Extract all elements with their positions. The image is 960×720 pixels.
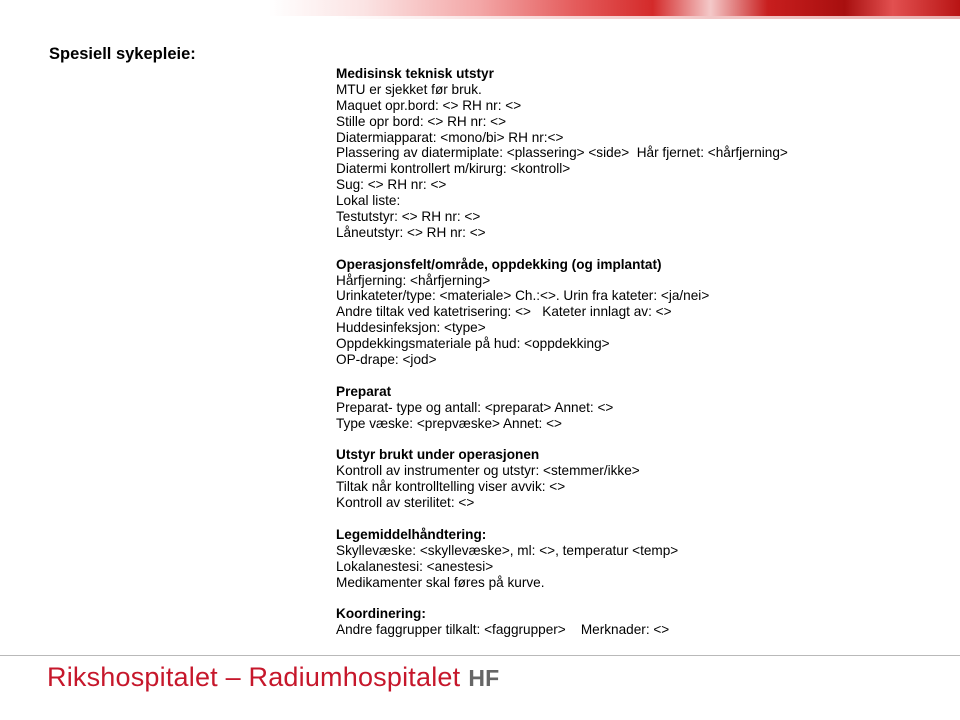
section-heading: Preparat [336, 383, 392, 399]
content-line: Andre faggrupper tilkalt: <faggrupper> Merknader: <> [336, 622, 670, 638]
line-spacer [336, 511, 936, 527]
logo-rikshospitalet: Rikshospitalet [47, 662, 218, 692]
footer-divider [0, 655, 960, 656]
content-line: Type væske: <prepvæske> Annet: <> [336, 415, 562, 431]
logo-radiumhospitalet: Radiumhospitalet [248, 662, 461, 692]
section-heading: Operasjonsfelt/område, oppdekking (og implantat) [336, 256, 662, 272]
content-line: Preparat- type og antall: <preparat> Annet: <> [336, 399, 614, 415]
content-line: Plassering av diatermiplate: <plassering> <side> Hår fjernet: <hårfjerning> [336, 145, 788, 161]
top-decorative-banner [0, 0, 960, 16]
section-heading: Medisinsk teknisk utstyr [336, 66, 494, 81]
content-line: Diatermiapparat: <mono/bi> RH nr:<> [336, 129, 564, 145]
content-line: Sug: <> RH nr: <> [336, 177, 447, 193]
content-line: Lokal liste: [336, 193, 401, 209]
content-line: Hårfjerning: <hårfjerning> [336, 272, 491, 288]
content-line: Kontroll av sterilitet: <> [336, 495, 475, 511]
content-line: Urinkateter/type: <materiale> Ch.:<>. Urin fra kateter: <ja/nei> [336, 288, 710, 304]
line-spacer [336, 368, 936, 384]
content-line: Medikamenter skal føres på kurve. [336, 574, 545, 590]
line-spacer [336, 590, 936, 606]
content-block [336, 66, 936, 638]
logo-hf: HF [468, 665, 500, 691]
content-line: Låneutstyr: <> RH nr: <> [336, 224, 486, 240]
content-line: Maquet opr.bord: <> RH nr: <> [336, 97, 522, 113]
line-spacer [336, 241, 936, 257]
content-line: Oppdekkingsmateriale på hud: <oppdekking> [336, 336, 610, 352]
content-line: Huddesinfeksjon: <type> [336, 320, 486, 336]
content-line: MTU er sjekket før bruk. [336, 81, 482, 97]
line-spacer [336, 431, 936, 447]
content-line: Kontroll av instrumenter og utstyr: <stemmer/ikke> [336, 463, 640, 479]
content-line: Lokalanestesi: <anestesi> [336, 558, 494, 574]
section-heading: Koordinering: [336, 606, 426, 622]
content-line: Andre tiltak ved katetrisering: <> Kateter innlagt av: <> [336, 304, 672, 320]
section-heading: Utstyr brukt under operasjonen [336, 447, 540, 463]
content-line: OP-drape: <jod> [336, 352, 437, 368]
content-line: Diatermi kontrollert m/kirurg: <kontroll> [336, 161, 571, 177]
logo-dash: – [217, 662, 249, 692]
content-line: Stille opr bord: <> RH nr: <> [336, 113, 507, 129]
section-heading: Legemiddelhåndtering: [336, 526, 487, 542]
content-line: Skyllevæske: <skyllevæske>, ml: <>, temperatur <temp> [336, 542, 679, 558]
hospital-logo [47, 662, 499, 693]
content-line: Tiltak når kontrolltelling viser avvik: <> [336, 479, 566, 495]
section-title: Spesiell sykepleie: [49, 45, 196, 63]
content-line: Testutstyr: <> RH nr: <> [336, 209, 481, 225]
